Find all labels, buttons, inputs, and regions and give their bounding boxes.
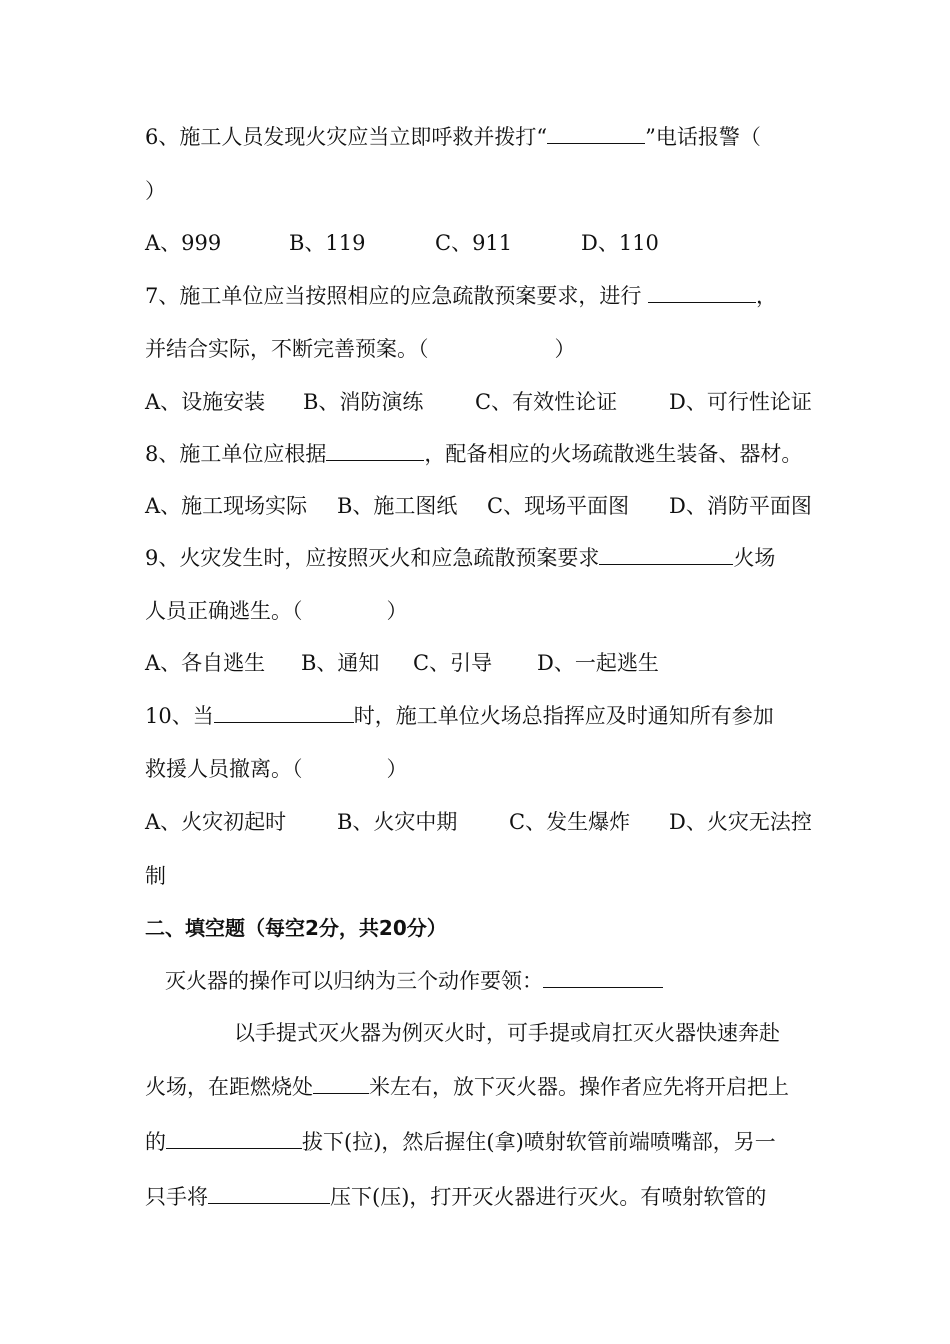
question-10-option-b: B、火灾中期	[337, 810, 458, 834]
question-7-text-a: 7、施工单位应当按照相应的应急疏散预案要求，进行	[145, 284, 649, 308]
question-9-options	[145, 648, 659, 678]
question-6-options	[145, 228, 659, 258]
question-7-option-c: C、有效性论证	[475, 390, 618, 414]
section-2-paragraph-line-1: 以手提式灭火器为例灭火时，可手提或肩扛灭火器快速奔赴	[234, 1021, 780, 1045]
question-8-option-b: B、施工图纸	[337, 494, 458, 518]
section-2-heading: 二、填空题（每空2分，共20分）	[145, 916, 447, 940]
question-6-option-c: C、911	[435, 231, 513, 255]
question-7-option-b: B、消防演练	[303, 390, 424, 414]
section-2-p4-text-b: 压下(压)，打开灭火器进行灭火。有喷射软管的	[330, 1185, 767, 1209]
question-6-line-1	[145, 122, 761, 152]
question-8-line-1	[145, 439, 802, 469]
section-2-p2-text-b: 米左右，放下灭火器。操作者应先将开启把上	[369, 1075, 789, 1099]
question-7-option-d: D、可行性论证	[669, 390, 812, 414]
section-2-press-blank	[208, 1183, 330, 1204]
section-2-distance-blank	[313, 1073, 369, 1094]
question-8-option-c: C、现场平面图	[487, 494, 630, 518]
question-7-options	[145, 387, 812, 417]
question-9-option-d: D、一起逃生	[537, 651, 659, 675]
section-2-p4-text-a: 只手将	[145, 1185, 208, 1209]
question-7-blank	[648, 282, 756, 303]
question-6-line-2: ）	[145, 179, 166, 203]
section-2-p3-text-a: 的	[145, 1130, 166, 1154]
question-9-text-b: 火场	[733, 546, 776, 570]
question-8-text-b: ，配备相应的火场疏散逃生装备、器材。	[424, 442, 803, 466]
question-7-option-a: A、设施安装	[145, 390, 266, 414]
question-7-line-2: 并结合实际，不断完善预案。（ ）	[145, 337, 576, 361]
question-7-line-1	[145, 281, 777, 311]
question-10-text-b: 时，施工单位火场总指挥应及时通知所有参加	[353, 704, 774, 728]
section-2-pull-blank	[166, 1128, 302, 1149]
section-2-paragraph-line-2	[145, 1072, 789, 1102]
question-10-blank	[214, 702, 354, 723]
question-9-blank	[599, 544, 733, 565]
section-2-p3-text-b: 拔下(拉)，然后握住(拿)喷射软管前端喷嘴部，另一	[302, 1130, 776, 1154]
section-2-paragraph-line-3	[145, 1127, 776, 1157]
question-8-text-a: 8、施工单位应根据	[145, 442, 327, 466]
question-10-line-2: 救援人员撤离。（ ）	[145, 757, 408, 781]
question-7-text-b: ，	[756, 284, 778, 308]
question-6-text-b: ”电话报警（	[645, 125, 761, 149]
question-10-text-a: 10、当	[145, 704, 214, 728]
question-6-option-d: D、110	[581, 231, 659, 255]
question-9-line-1	[145, 543, 775, 573]
question-10-line-1	[145, 701, 774, 731]
question-10-option-wrap: 制	[145, 864, 166, 888]
question-10-options	[145, 807, 812, 837]
question-10-option-d: D、火灾无法控	[669, 810, 812, 834]
question-9-option-c: C、引导	[413, 651, 493, 675]
question-9-option-a: A、各自逃生	[145, 651, 266, 675]
question-6-blank	[547, 123, 645, 144]
question-10-option-c: C、发生爆炸	[509, 810, 631, 834]
section-2-intro-line	[165, 966, 663, 996]
section-2-p2-text-a: 火场，在距燃烧处	[145, 1075, 313, 1099]
section-2-intro-blank	[543, 967, 663, 988]
question-9-line-2: 人员正确逃生。（ ）	[145, 599, 408, 623]
question-8-option-d: D、消防平面图	[669, 494, 812, 518]
question-8-option-a: A、施工现场实际	[145, 494, 308, 518]
question-9-text-a: 9、火灾发生时，应按照灭火和应急疏散预案要求	[145, 546, 600, 570]
question-6-option-b: B、119	[289, 231, 366, 255]
question-9-option-b: B、通知	[301, 651, 380, 675]
question-10-option-a: A、火灾初起时	[145, 810, 287, 834]
question-8-blank	[326, 440, 424, 461]
question-6-text-a: 6、施工人员发现火灾应当立即呼救并拨打“	[145, 125, 548, 149]
question-8-options	[145, 491, 812, 521]
section-2-paragraph-line-4	[145, 1182, 766, 1212]
section-2-intro: 灭火器的操作可以归纳为三个动作要领：	[165, 969, 543, 993]
question-6-option-a: A、999	[145, 231, 222, 255]
